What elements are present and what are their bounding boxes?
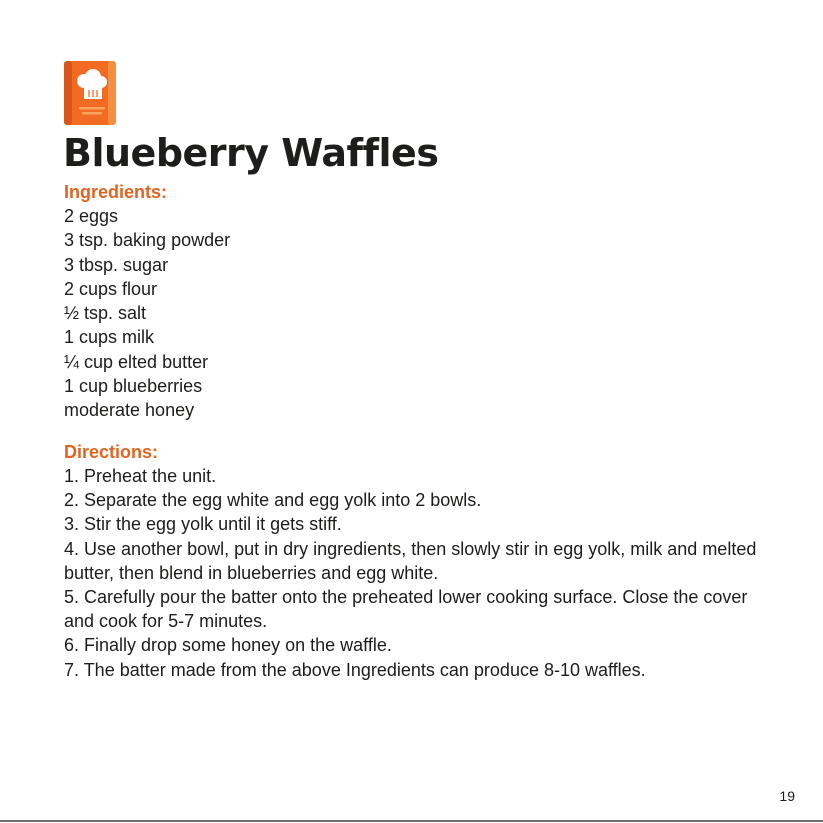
directions-heading: Directions: [64, 442, 159, 462]
direction-step: 2. Separate the egg white and egg yolk into 2 bowls. [64, 490, 482, 511]
ingredient-item: 1 cups milk [64, 327, 155, 348]
ingredients-heading: Ingredients: [64, 182, 168, 202]
ingredient-item: 3 tbsp. sugar [64, 254, 169, 275]
directions-list [64, 464, 764, 682]
recipe-title: Blueberry Waffles [63, 131, 439, 175]
ingredient-item: 3 tsp. baking powder [64, 230, 231, 251]
ingredient-item: ¼ cup elted butter [64, 351, 209, 372]
direction-step: 1. Preheat the unit. [64, 466, 217, 486]
chef-hat-book-icon [64, 61, 116, 125]
ingredients-list [64, 204, 764, 423]
ingredient-item: 2 eggs [64, 206, 119, 226]
direction-step: 7. The batter made from the above Ingredients can produce 8-10 waffles. [64, 659, 646, 680]
bottom-divider [0, 820, 823, 822]
directions-section [64, 440, 764, 682]
ingredient-item: 2 cups flour [64, 278, 158, 299]
page-number: 19 [779, 788, 795, 804]
direction-step: 3. Stir the egg yolk until it gets stiff. [64, 514, 342, 535]
direction-step: 6. Finally drop some honey on the waffle. [64, 635, 392, 656]
ingredient-item: 1 cup blueberries [64, 376, 203, 397]
ingredient-item: ½ tsp. salt [64, 303, 147, 324]
ingredient-item: moderate honey [64, 400, 195, 421]
direction-step: 5. Carefully pour the batter onto the preheated lower cooking surface. Close the cover and cook for 5-7 minutes. [64, 587, 748, 632]
direction-step: 4. Use another bowl, put in dry ingredients, then slowly stir in egg yolk, milk and melted butter, then blend in blueberries and egg white. [64, 538, 757, 583]
ingredients-section [64, 180, 764, 423]
